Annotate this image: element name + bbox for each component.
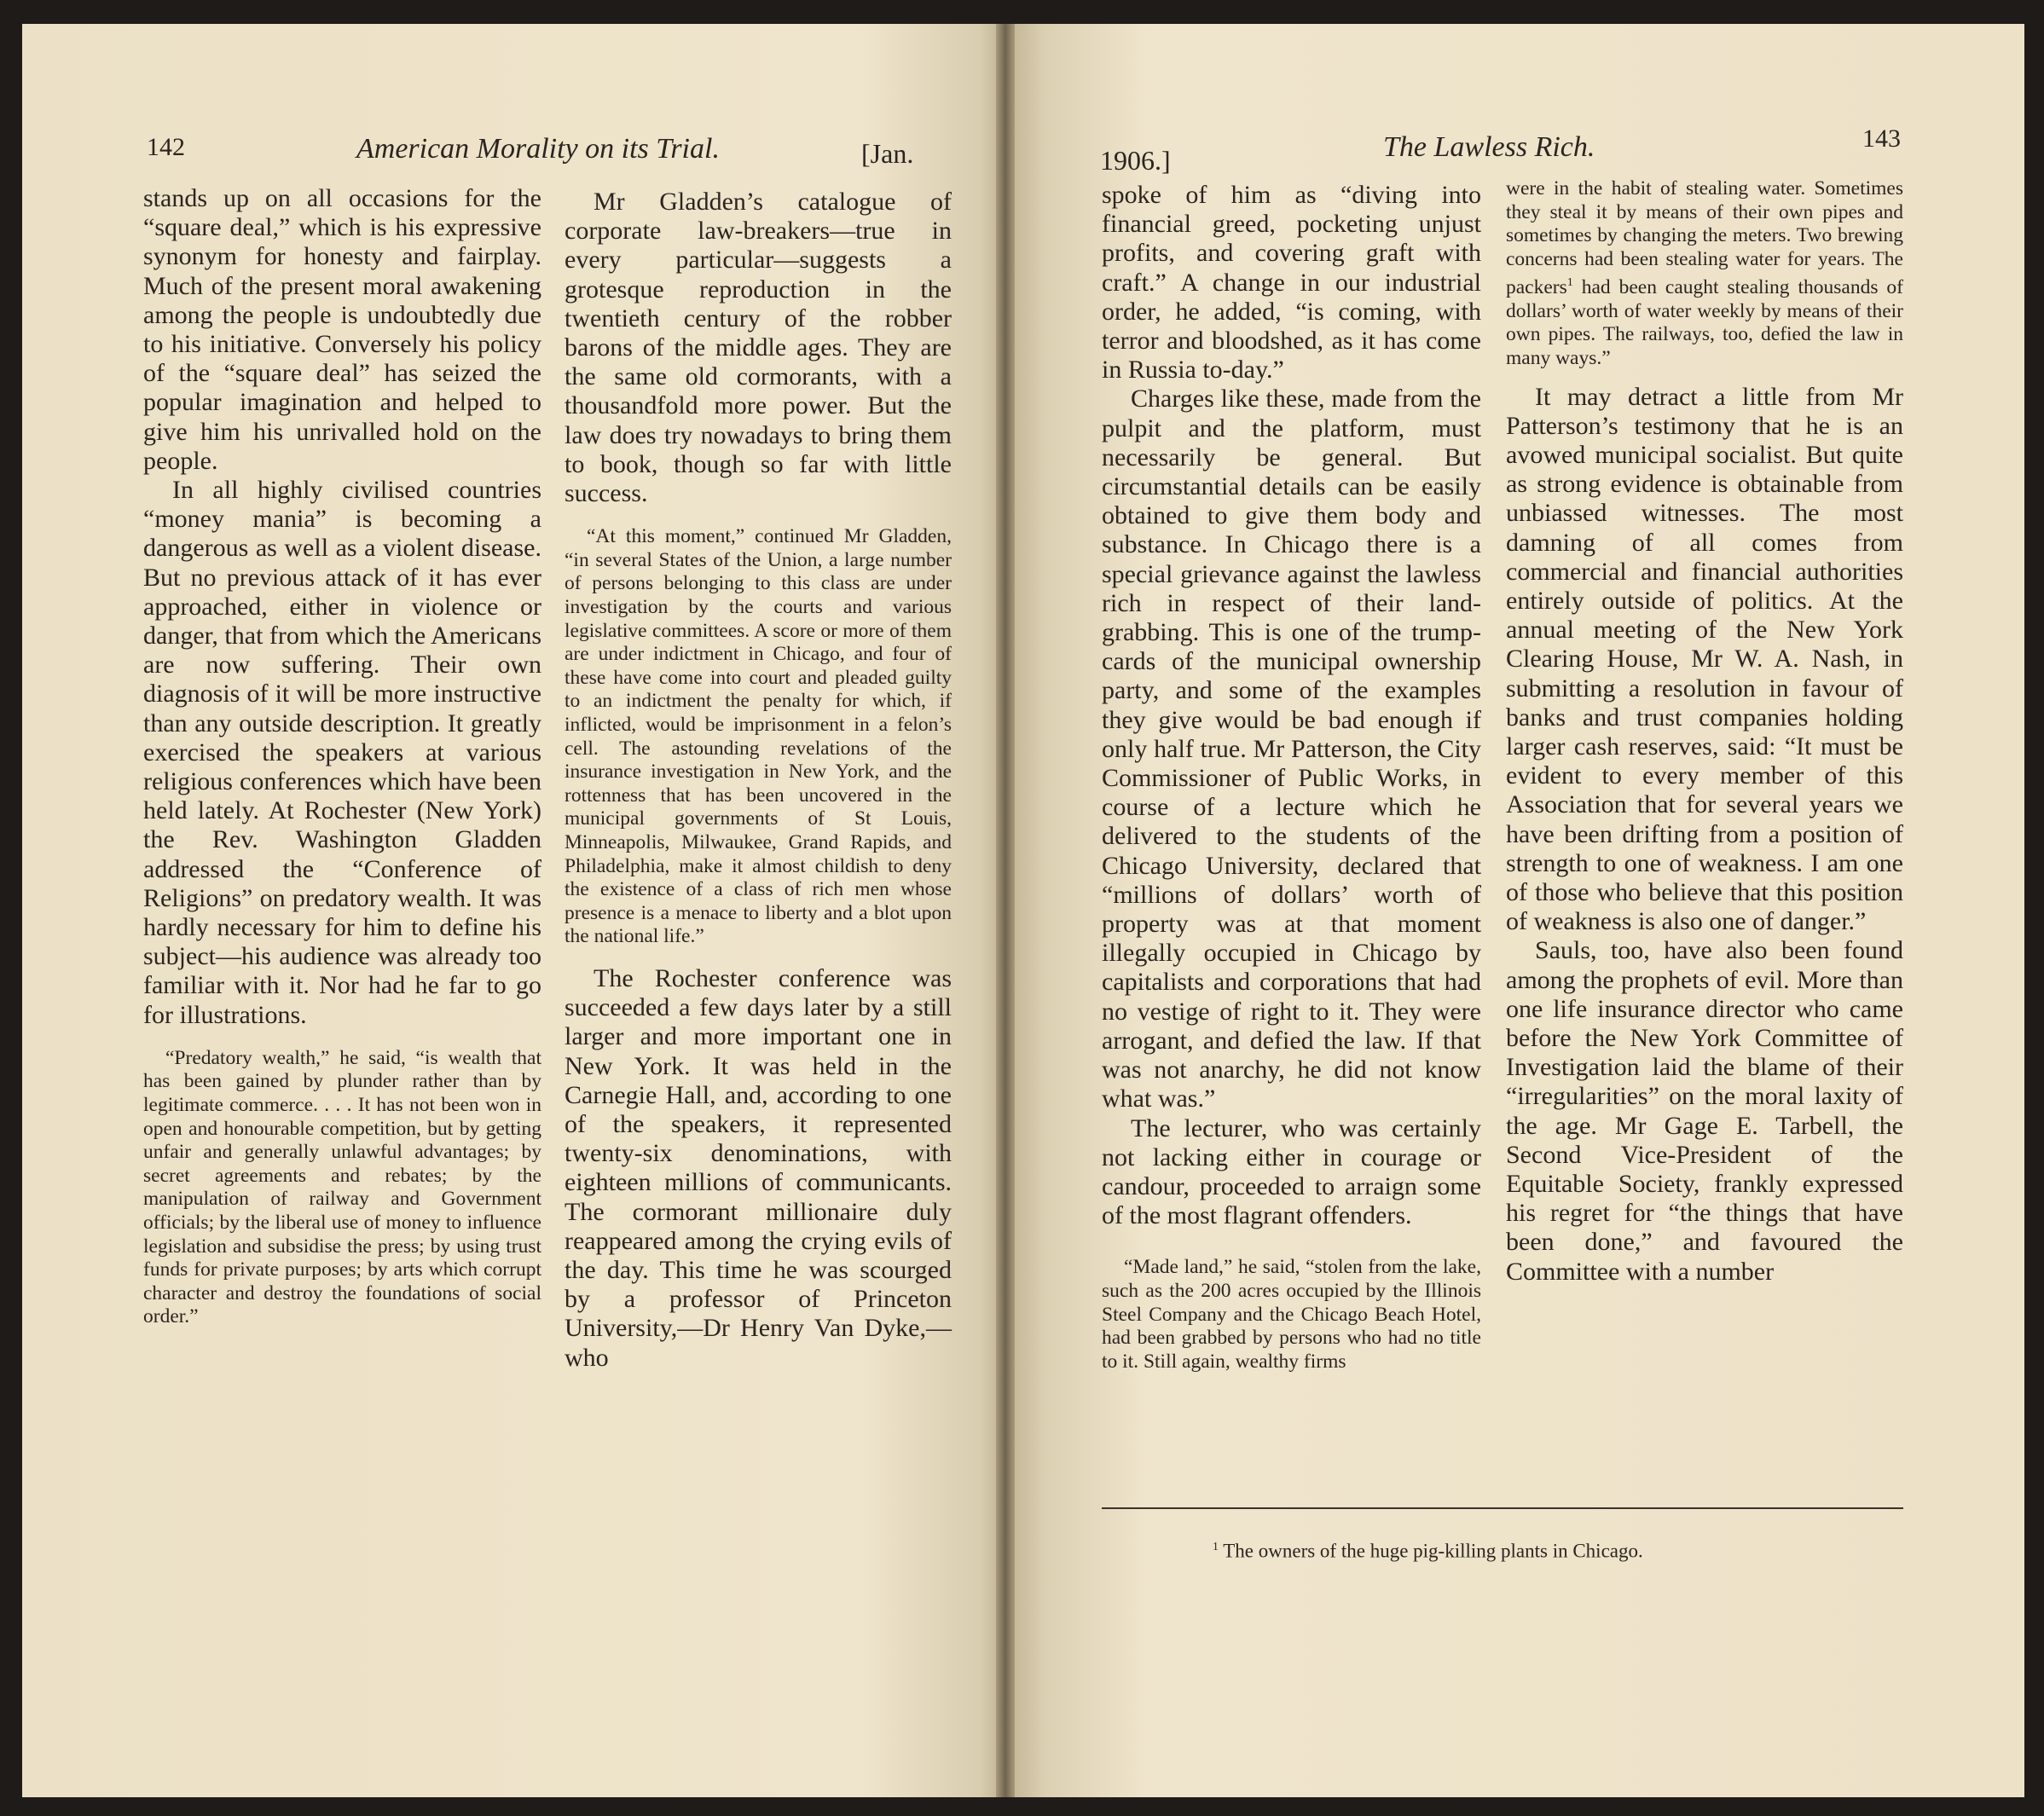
footnote-mark: 1	[1213, 1540, 1219, 1553]
paragraph: Charges like these, made from the pulpit and the platform, must necessarily be general. But circumstantial details can be easily obtained to give them body and substance. In Chicago there is a special grievance against the lawless rich in respect of their land-grabbing. This is one of the trump-cards of the municipal ownership party, and some of the examples they give would be bad enough if only half true. Mr Patterson, the City Commissioner of Public Works, in course of a lecture which he delivered to the students of the Chicago University, declared that “millions of dollars’ worth of property was at that moment illegally occupied in Chicago by capitalists and corporations that had no vestige of right to it. They were arrogant, and defied the law. If that was not anarchy, he did not know what was.”	[1102, 385, 1481, 1113]
quotation: “Predatory wealth,” he said, “is wealth that has been gained by plunder rather than by legitimate commerce. . . . It has not been won in open and honourable competition, but by getting unfair and generally unlawful advantages; by secret agreements and rebates; by the manipulation of railway and Government officials; by the liberal use of money to influence legislation and subsidise the press; by using trust funds for private purposes; by arts which corrupt character and destroy the foundations of social order.”	[143, 1046, 541, 1328]
footnote	[1213, 1540, 1643, 1563]
paragraph: It may detract a little from Mr Patterson’s testimony that he is an avowed municipal socialist. But quite as strong evidence is obtainable from unbiassed witnesses. The most damning of all comes from commercial and financial authorities entirely outside of politics. At the annual meeting of the New York Clearing House, Mr W. A. Nash, in submitting a resolution in favour of banks and trust companies holding larger cash reserves, said: “It must be evident to every member of this Association that for several years we have been drifting from a position of strength to one of weakness. I am one of those who believe that this position of weakness is also one of danger.”	[1506, 382, 1903, 936]
paragraph: The lecturer, who was certainly not lacking either in courage or candour, proceeded to arraign some of the most flagrant offenders.	[1102, 1113, 1481, 1230]
quotation-part: had been caught stealing thousands of dollars’ worth of water weekly by means of their own pipes. The railways, too, defied the law in many ways.”	[1506, 276, 1903, 369]
right-column-1	[1102, 181, 1481, 1389]
paragraph: Sauls, too, have also been found among the prophets of evil. More than one life insurance director who came before the New York Committee of Investigation laid the blame of their “irregularities” on the moral laxity of the age. Mr Gage E. Tarbell, the Second Vice-President of the Equitable Society, frankly expressed his regret for “the things that have been done,” and favoured the Committee with a number	[1506, 936, 1903, 1286]
footnote-rule	[1102, 1507, 1903, 1509]
paragraph: stands up on all occasions for the “square deal,” which is his expressive synonym for honesty and fairplay. Much of the present moral awakening among the people is undoubtedly due to his initiative. Conversely his policy of the “square deal” has seized the popular imagination and helped to give him his unrivalled hold on the people.	[143, 184, 541, 475]
right-column-2	[1506, 177, 1903, 1287]
left-column-2	[565, 188, 952, 1373]
right-page-number: 143	[1862, 124, 1901, 153]
paragraph: spoke of him as “diving into financial greed, pocketing unjust profits, and covering graft with craft.” A change in our industrial order, he added, “is coming, with terror and bloodshed, as it has come in Russia to-day.”	[1102, 181, 1481, 385]
paragraph: Mr Gladden’s catalogue of corporate law-breakers—true in every particular—suggests a grotesque reproduction in the twentieth century of the robber barons of the middle ages. They are the same old cormorants, with a thousandfold more power. But the law does try nowadays to bring them to book, though so far with little success.	[565, 188, 952, 508]
quotation	[1506, 177, 1903, 371]
left-month: [Jan.	[861, 138, 914, 169]
right-running-title: The Lawless Rich.	[1383, 131, 1595, 163]
left-column-1	[143, 184, 541, 1345]
right-year: 1906.]	[1100, 145, 1171, 176]
quotation: “At this moment,” continued Mr Gladden, “in several States of the Union, a large number of persons belonging to this class are under investigation by the courts and various legislative committees. A score or more of them are under indictment in Chicago, and four of these have come into court and pleaded guilty to an indictment the penalty for which, if inflicted, would be imprisonment in a felon’s cell. The astounding revelations of the insurance investigation in New York, and the rottenness that has been uncovered in the municipal governments of St Louis, Minneapolis, Milwaukee, Grand Rapids, and Philadelphia, make it almost childish to deny the existence of a class of rich men whose presence is a menace to liberty and a blot upon the national life.”	[565, 525, 952, 948]
paragraph: The Rochester conference was succeeded a few days later by a still larger and more important one in New York. It was held in the Carnegie Hall, and, according to one of the speakers, it represented twenty-six denominations, with eighteen millions of communicants. The cormorant millionaire duly reappeared among the crying evils of the day. This time he was scourged by a professor of Princeton University,—Dr Henry Van Dyke,—who	[565, 963, 952, 1372]
footnote-text: The owners of the huge pig-killing plants in Chicago.	[1223, 1540, 1643, 1562]
left-running-title: American Morality on its Trial.	[356, 133, 720, 165]
left-page-number: 142	[147, 133, 185, 161]
quotation: “Made land,” he said, “stolen from the lake, such as the 200 acres occupied by the Illinois Steel Company and the Chicago Beach Hotel, had been grabbed by persons who had no title to it. Still again, wealthy firms	[1102, 1256, 1481, 1373]
quotation-part: were in the habit of stealing water. Sometimes they steal it by means of their own pipes and sometimes by changing the meters. Two brewing concerns had been stealing water for years. The packers	[1506, 177, 1903, 299]
footnote-reference: 1	[1566, 275, 1573, 290]
paragraph: In all highly civilised countries “money mania” is becoming a dangerous as well as a violent disease. But no previous attack of it has ever approached, either in violence or danger, that from which the Americans are now suffering. Their own diagnosis of it will be more instructive than any outside description. It greatly exercised the speakers at various religious conferences which have been held lately. At Rochester (New York) the Rev. Washington Gladden addressed the “Conference of Religions” on predatory wealth. It was hardly necessary for him to define his subject—his audience was already too familiar with it. Nor had he far to go for illustrations.	[143, 476, 541, 1029]
book-gutter	[996, 24, 1015, 1797]
